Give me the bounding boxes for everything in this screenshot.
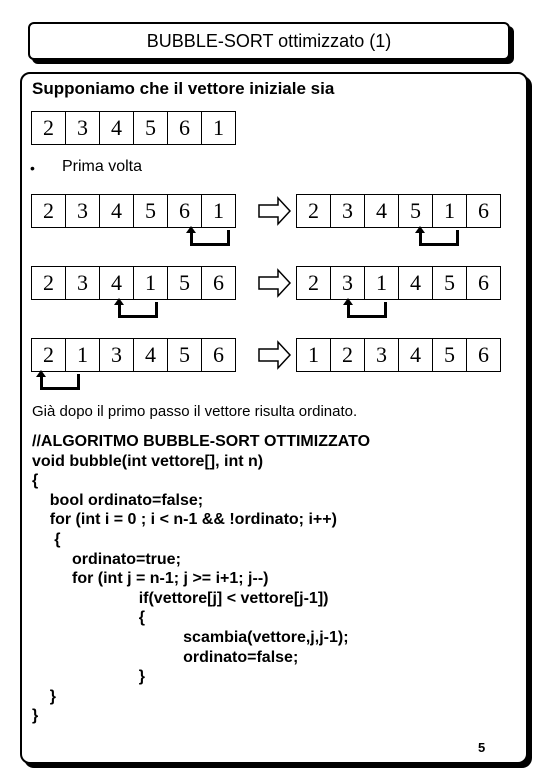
array-cell: 4	[398, 266, 433, 300]
code-line: }	[32, 668, 145, 686]
array-cell: 4	[99, 194, 134, 228]
swap-indicator	[190, 230, 230, 246]
array-cell: 4	[133, 338, 168, 372]
code-line: {	[32, 609, 145, 627]
array-cell: 2	[296, 194, 331, 228]
array-cell: 3	[364, 338, 399, 372]
step1-after-array	[296, 194, 501, 228]
code-line: {	[32, 472, 39, 490]
array-cell: 2	[330, 338, 365, 372]
bullet-icon: •	[30, 160, 35, 176]
code-line: }	[32, 687, 57, 705]
array-cell: 5	[133, 111, 168, 145]
code-line: ordinato=false;	[32, 648, 299, 666]
array-cell: 1	[432, 194, 467, 228]
step2-before-array	[31, 266, 236, 300]
step1-before-array	[31, 194, 236, 228]
code-line: for (int j = n-1; j >= i+1; j--)	[32, 570, 269, 588]
array-cell: 6	[466, 266, 501, 300]
right-arrow-icon	[258, 340, 292, 370]
array-cell: 6	[201, 266, 236, 300]
page-number: 5	[478, 740, 486, 755]
array-cell: 4	[364, 194, 399, 228]
code-line: bool ordinato=false;	[32, 491, 204, 509]
swap-indicator	[118, 302, 158, 318]
array-cell: 3	[65, 266, 100, 300]
step3-after-array	[296, 338, 501, 372]
swap-indicator	[40, 374, 80, 390]
array-cell: 2	[31, 338, 66, 372]
array-cell: 6	[466, 194, 501, 228]
title-box	[28, 22, 510, 60]
step2-after-array	[296, 266, 501, 300]
swap-indicator	[419, 230, 459, 246]
array-cell: 3	[330, 194, 365, 228]
array-cell: 2	[31, 111, 66, 145]
array-cell: 1	[65, 338, 100, 372]
swap-indicator	[347, 302, 387, 318]
array-cell: 3	[330, 266, 365, 300]
array-cell: 1	[364, 266, 399, 300]
array-cell: 4	[398, 338, 433, 372]
code-line: {	[32, 530, 61, 548]
array-cell: 5	[167, 338, 202, 372]
code-line: if(vettore[j] < vettore[j-1])	[32, 589, 329, 607]
slide-title: BUBBLE-SORT ottimizzato (1)	[146, 30, 392, 51]
array-cell: 2	[31, 266, 66, 300]
array-cell: 2	[296, 266, 331, 300]
code-line: void bubble(int vettore[], int n)	[32, 452, 264, 470]
code-line: ordinato=true;	[32, 550, 181, 568]
code-block	[32, 432, 370, 726]
array-cell: 4	[99, 111, 134, 145]
array-cell: 1	[133, 266, 168, 300]
intro-text: Supponiamo che il vettore iniziale sia	[32, 79, 335, 98]
right-arrow-icon	[258, 268, 292, 298]
code-line: for (int i = 0 ; i < n-1 && !ordinato; i++)	[32, 511, 337, 529]
note-text: Già dopo il primo passo il vettore risulta ordinato.	[32, 403, 358, 420]
array-cell: 3	[65, 194, 100, 228]
array-cell: 6	[466, 338, 501, 372]
array-cell: 5	[432, 266, 467, 300]
array-cell: 6	[167, 194, 202, 228]
step3-before-array	[31, 338, 236, 372]
array-cell: 1	[201, 194, 236, 228]
right-arrow-icon	[258, 196, 292, 226]
array-cell: 2	[31, 194, 66, 228]
array-cell: 3	[65, 111, 100, 145]
array-cell: 5	[133, 194, 168, 228]
initial-array	[31, 111, 236, 145]
code-line: scambia(vettore,j,j-1);	[32, 628, 349, 646]
array-cell: 1	[296, 338, 331, 372]
array-cell: 4	[99, 266, 134, 300]
array-cell: 3	[99, 338, 134, 372]
array-cell: 6	[167, 111, 202, 145]
array-cell: 5	[167, 266, 202, 300]
array-cell: 5	[398, 194, 433, 228]
array-cell: 6	[201, 338, 236, 372]
bullet-label: Prima volta	[62, 158, 143, 175]
code-line: }	[32, 707, 39, 725]
code-line: //ALGORITMO BUBBLE-SORT OTTIMIZZATO	[32, 433, 371, 450]
array-cell: 1	[201, 111, 236, 145]
array-cell: 5	[432, 338, 467, 372]
